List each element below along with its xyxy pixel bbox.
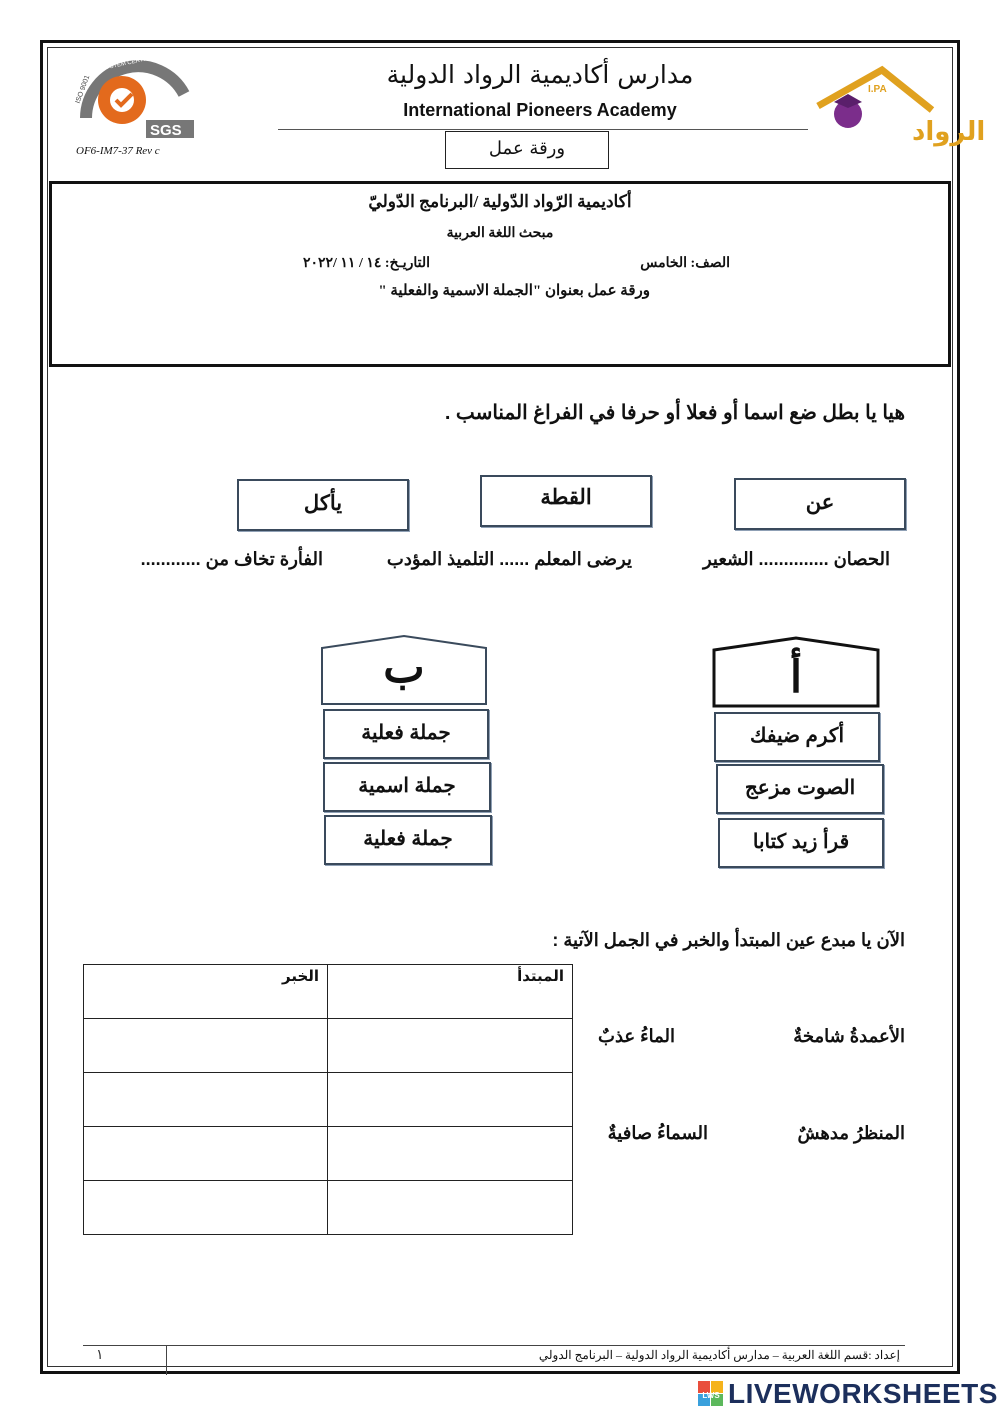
table-row (84, 1127, 573, 1181)
answer-cell[interactable] (84, 1181, 328, 1235)
worksheet-label: ورقة عمل (445, 131, 609, 169)
column-b-label: ب (383, 643, 425, 692)
header-divider (278, 129, 808, 130)
table-row (84, 1073, 573, 1127)
fill-sentence-1[interactable]: الحصان .............. الشعير (702, 549, 890, 569)
answer-cell[interactable] (328, 1019, 573, 1073)
footer-divider (83, 1345, 905, 1346)
sgs-certification-logo (72, 51, 202, 142)
fill-sentence-3[interactable]: الفأرة تخاف من ............ (140, 549, 323, 569)
table-header-mubtada: المبتدأ (328, 965, 573, 1019)
word-option-1[interactable]: عن (734, 478, 906, 530)
info-topic: ورقة عمل بعنوان "الجملة الاسمية والفعلية " (378, 283, 650, 299)
info-title: أكاديمية الرّواد الدّولية /البرنامج الدّوليّ (368, 192, 632, 211)
liveworksheets-badge-icon (698, 1381, 724, 1407)
academy-name-arabic: مدارس أكاديمية الرواد الدولية (386, 60, 694, 89)
system-certification-label: SYSTEM CERTIFICATION (101, 51, 173, 72)
column-b-item-3[interactable]: جملة فعلية (324, 815, 492, 865)
table-row (84, 1019, 573, 1073)
answer-cell[interactable] (328, 1073, 573, 1127)
info-grade: الصف: الخامس (640, 256, 730, 271)
answer-cell[interactable] (328, 1181, 573, 1235)
exercise3-instruction: الآن يا مبدع عين المبتدأ والخبر في الجمل الآتية : (552, 930, 905, 950)
page-number: ١ (96, 1347, 104, 1363)
word-option-2[interactable]: القطة (480, 475, 652, 527)
exercise1-instruction: هيا يا بطل ضع اسما أو فعلا أو حرفا في الفراغ المناسب . (444, 402, 905, 424)
liveworksheets-brand[interactable]: LIVEWORKSHEETS (728, 1378, 998, 1409)
answer-cell[interactable] (84, 1073, 328, 1127)
sgs-label: SGS (150, 122, 182, 139)
ipa-arabic-name: الرواد (912, 117, 986, 147)
academy-name-english: International Pioneers Academy (403, 100, 677, 120)
table-header-row (84, 965, 573, 1019)
column-a-label: أ (789, 653, 803, 702)
fill-sentence-2[interactable]: يرضى المعلم ...... التلميذ المؤدب (386, 549, 632, 569)
column-a-item-3[interactable]: قرأ زيد كتابا (718, 818, 884, 868)
phrase-4: السماءُ صافيةٌ (607, 1123, 708, 1143)
column-b-item-2[interactable]: جملة اسمية (323, 762, 491, 812)
phrase-3: المنظرُ مدهشٌ (797, 1123, 905, 1143)
footer-separator (166, 1345, 167, 1375)
table-header-khabar: الخبر (84, 965, 328, 1019)
column-b-item-1[interactable]: جملة فعلية (323, 709, 489, 759)
info-date: التاريـخ: ١٤ / ١١ /٢٠٢٢ (302, 256, 430, 271)
iso-label: ISO 9001 (74, 74, 92, 105)
answer-cell[interactable] (84, 1019, 328, 1073)
info-subject: مبحث اللغة العربية (446, 226, 554, 241)
column-a-item-2[interactable]: الصوت مزعج (716, 764, 884, 814)
ipa-academy-logo (812, 66, 986, 148)
phrase-1: الأعمدةُ شامخةٌ (793, 1026, 905, 1046)
document-code: OF6-IM7-37 Rev c (76, 145, 160, 157)
footer-text: إعداد :قسم اللغة العربية – مدارس أكاديمية الرواد الدولية – البرنامج الدولي (538, 1348, 900, 1362)
word-option-3[interactable]: يأكل (237, 479, 409, 531)
table-row (84, 1181, 573, 1235)
answer-table (83, 964, 573, 1235)
answer-cell[interactable] (328, 1127, 573, 1181)
answer-cell[interactable] (84, 1127, 328, 1181)
badge-label: LWS (702, 1391, 720, 1400)
ipa-abbr: I.PA (868, 84, 887, 95)
column-a-item-1[interactable]: أكرم ضيفك (714, 712, 880, 762)
phrase-2: الماءُ عذبٌ (598, 1026, 675, 1046)
